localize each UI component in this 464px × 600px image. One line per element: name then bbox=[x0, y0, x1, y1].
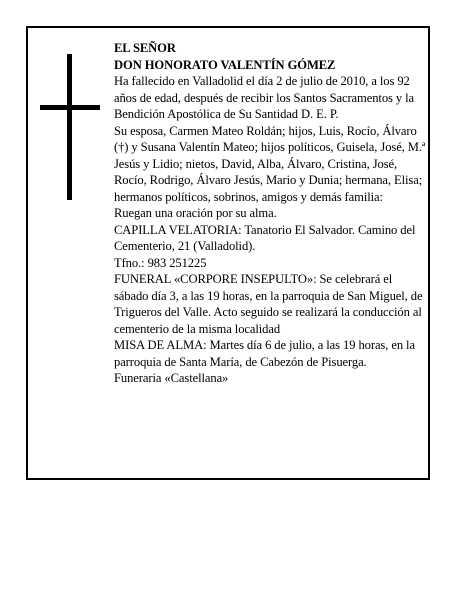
family-list: Su esposa, Carmen Mateo Roldán; hijos, Luis, Rocío, Álvaro (†) y Susana Valentín Mateo; hijos políticos, Guisela, José, M.ª Jesús y Lidio; nietos, David, Alba, Álvaro, Cristina, José, Rocío, Rodrigo, Álvaro Jesús, Mario y Dunia; hermana, Elisa; hermanos políticos, sobrinos, amigos y demás familia: bbox=[114, 123, 426, 204]
notice-title-line-1: EL SEÑOR bbox=[114, 41, 176, 55]
obituary-notice bbox=[26, 26, 430, 480]
phone-number: Tfno.: 983 251225 bbox=[114, 255, 207, 270]
prayer-request: Ruegan una oración por su alma. bbox=[114, 206, 277, 220]
cross-vertical-bar bbox=[67, 54, 72, 200]
cross-horizontal-bar bbox=[40, 105, 100, 110]
funeral-info: FUNERAL «CORPORE INSEPULTO»: Se celebrará el sábado día 3, a las 19 horas, en la parroquia de San Miguel, de Trigueros del Valle. Acto seguido se realizará la conducción al cementerio de la misma localidad bbox=[114, 272, 423, 336]
funeral-home: Funeraria «Castellana» bbox=[114, 371, 229, 385]
latin-cross-icon bbox=[40, 54, 100, 200]
notice-title-line-2: DON HONORATO VALENTÍN GÓMEZ bbox=[114, 57, 336, 72]
chapel-info: CAPILLA VELATORIA: Tanatorio El Salvador. Camino del Cementerio, 21 (Valladolid). bbox=[114, 222, 416, 253]
death-announcement: Ha fallecido en Valladolid el día 2 de julio de 2010, a los 92 años de edad, después de recibir los Santos Sacramentos y la Bendición Apostólica de Su Santidad D. E. P. bbox=[114, 74, 415, 121]
mass-info: MISA DE ALMA: Martes día 6 de julio, a las 19 horas, en la parroquia de Santa María, de Cabezón de Pisuerga. bbox=[114, 338, 415, 369]
notice-text bbox=[114, 40, 426, 387]
